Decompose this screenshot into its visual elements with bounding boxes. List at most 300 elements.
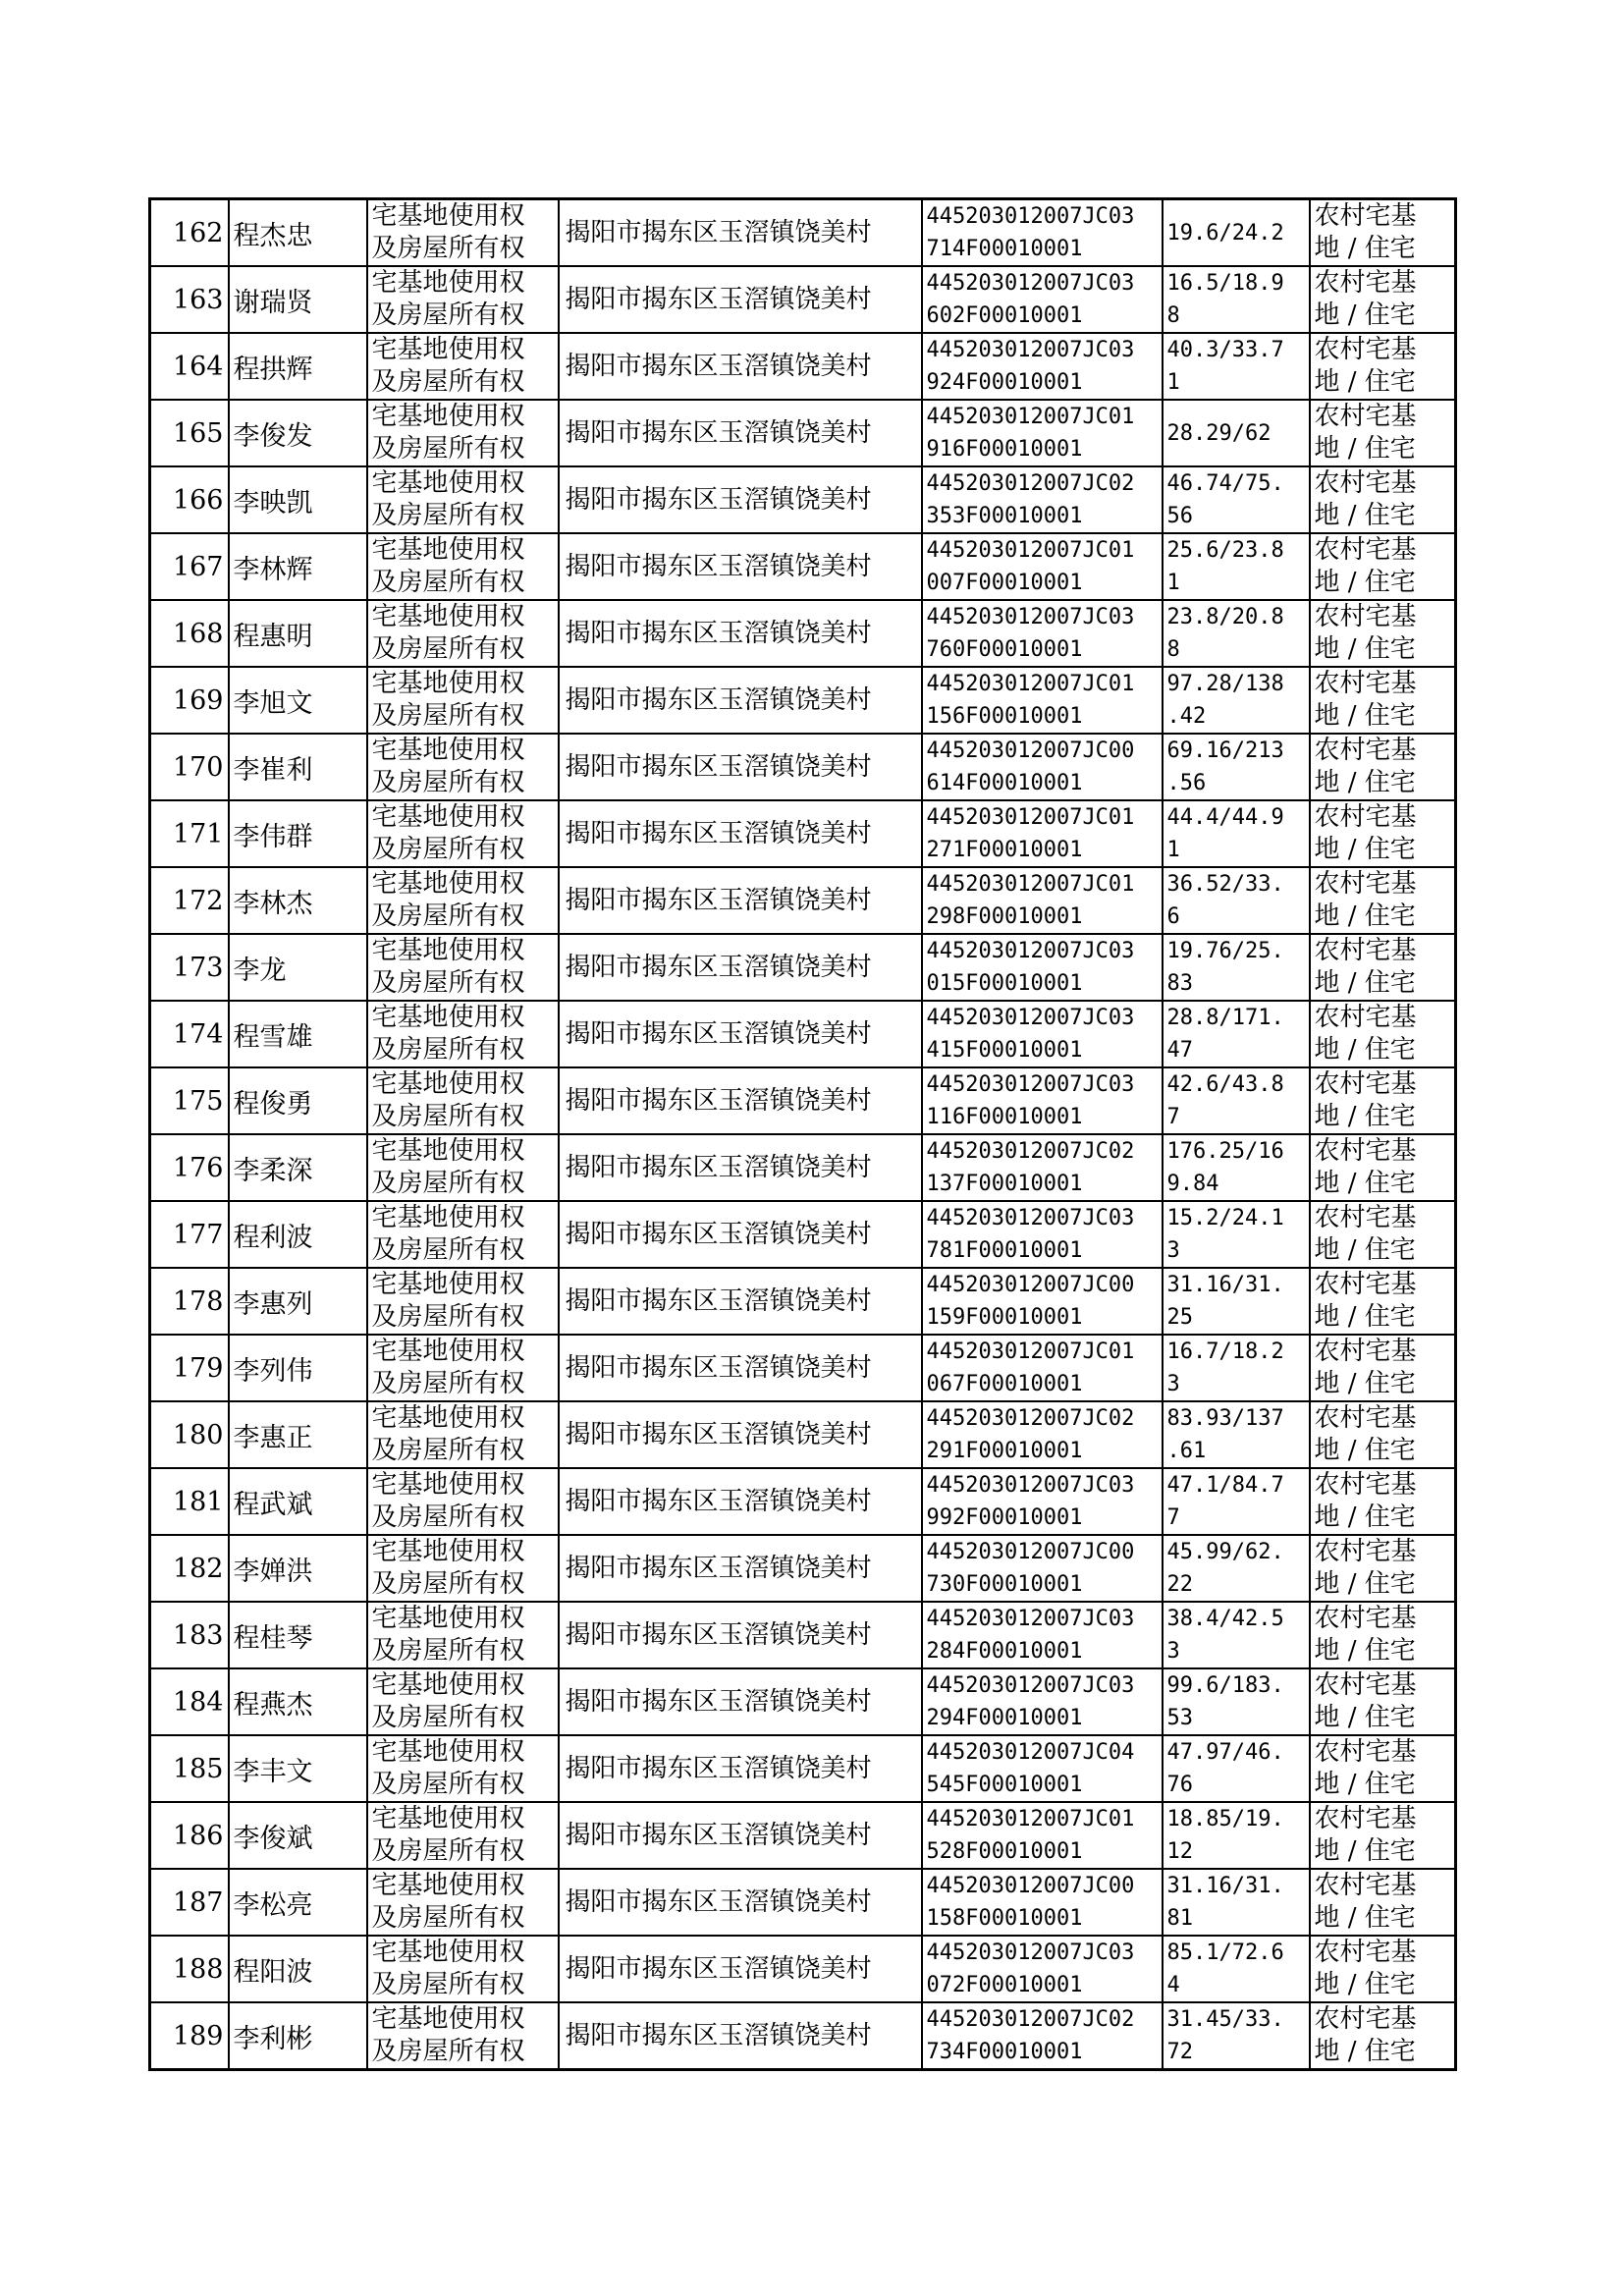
right-type-cell-line: 及房屋所有权 xyxy=(371,568,525,597)
location-cell: 揭阳市揭东区玉滘镇饶美村 xyxy=(559,1735,922,1802)
location-cell: 揭阳市揭东区玉滘镇饶美村 xyxy=(559,466,922,533)
area-cell-line: 83.93/137 xyxy=(1166,1406,1284,1431)
land-use-cell xyxy=(1310,667,1456,734)
unit-code-cell-line: 924F00010001 xyxy=(926,370,1083,395)
land-use-cell xyxy=(1310,400,1456,466)
right-type-cell-line: 及房屋所有权 xyxy=(371,434,525,464)
right-type-cell xyxy=(367,1869,559,1936)
unit-code-cell-line: 916F00010001 xyxy=(926,437,1083,462)
right-type-cell xyxy=(367,734,559,800)
right-type-cell xyxy=(367,1535,559,1602)
row-number-cell: 163 xyxy=(150,266,229,333)
unit-code-cell xyxy=(922,1936,1163,2002)
unit-code-cell-line: 445203012007JC02 xyxy=(926,2007,1135,2032)
area-cell-line: 18.85/19. xyxy=(1166,1807,1284,1831)
right-type-cell-line: 及房屋所有权 xyxy=(371,968,525,998)
area-cell xyxy=(1163,1936,1310,2002)
row-number-cell: 189 xyxy=(150,2002,229,2070)
land-use-cell-line: 地 / 住宅 xyxy=(1314,1436,1416,1465)
area-cell-line: 1 xyxy=(1166,838,1180,862)
row-number-cell: 180 xyxy=(150,1401,229,1468)
area-cell xyxy=(1163,1802,1310,1869)
land-use-cell-line: 地 / 住宅 xyxy=(1314,701,1416,731)
location-cell: 揭阳市揭东区玉滘镇饶美村 xyxy=(559,1468,922,1535)
unit-code-cell-line: 159F00010001 xyxy=(926,1305,1083,1330)
table-row xyxy=(150,1936,1456,2002)
row-number-cell: 169 xyxy=(150,667,229,734)
right-type-cell xyxy=(367,1668,559,1735)
unit-code-cell-line: 614F00010001 xyxy=(926,771,1083,795)
land-use-cell xyxy=(1310,867,1456,934)
row-number-cell: 171 xyxy=(150,800,229,867)
holder-name-cell: 程杰忠 xyxy=(229,199,367,267)
area-cell-line: 28.29/62 xyxy=(1166,420,1272,446)
unit-code-cell-line: 156F00010001 xyxy=(926,704,1083,729)
row-number-cell: 170 xyxy=(150,734,229,800)
unit-code-cell-line: 445203012007JC02 xyxy=(926,1139,1135,1164)
unit-code-cell-line: 445203012007JC01 xyxy=(926,872,1135,897)
area-cell-line: .42 xyxy=(1166,704,1207,729)
table-row xyxy=(150,1468,1456,1535)
right-type-cell-line: 宅基地使用权 xyxy=(371,736,525,765)
unit-code-cell xyxy=(922,199,1163,267)
land-use-cell-line: 地 / 住宅 xyxy=(1314,301,1416,330)
land-use-cell xyxy=(1310,199,1456,267)
area-cell-line: 3 xyxy=(1166,1238,1180,1263)
area-cell-line: 9.84 xyxy=(1166,1172,1219,1196)
table-row xyxy=(150,1869,1456,1936)
area-cell-line: 19.76/25. xyxy=(1166,939,1284,963)
right-type-cell-line: 及房屋所有权 xyxy=(371,768,525,797)
area-cell xyxy=(1163,400,1310,466)
area-cell xyxy=(1163,1735,1310,1802)
area-cell-line: 47 xyxy=(1166,1038,1193,1063)
land-use-cell-line: 农村宅基 xyxy=(1314,1604,1417,1633)
right-type-cell xyxy=(367,2002,559,2070)
right-type-cell-line: 及房屋所有权 xyxy=(371,234,525,263)
land-use-cell-line: 地 / 住宅 xyxy=(1314,634,1416,664)
location-cell: 揭阳市揭东区玉滘镇饶美村 xyxy=(559,867,922,934)
unit-code-cell-line: 445203012007JC02 xyxy=(926,1406,1135,1431)
unit-code-cell-line: 445203012007JC00 xyxy=(926,1273,1135,1297)
holder-name-cell: 谢瑞贤 xyxy=(229,266,367,333)
land-use-cell-line: 地 / 住宅 xyxy=(1314,1770,1416,1799)
land-use-cell xyxy=(1310,1468,1456,1535)
right-type-cell-line: 宅基地使用权 xyxy=(371,1003,525,1032)
right-type-cell xyxy=(367,1936,559,2002)
holder-name-cell: 李崔利 xyxy=(229,734,367,800)
area-cell xyxy=(1163,1268,1310,1335)
right-type-cell xyxy=(367,934,559,1001)
right-type-cell-line: 及房屋所有权 xyxy=(371,634,525,664)
unit-code-cell xyxy=(922,1802,1163,1869)
table-row xyxy=(150,667,1456,734)
location-cell: 揭阳市揭东区玉滘镇饶美村 xyxy=(559,400,922,466)
area-cell xyxy=(1163,266,1310,333)
unit-code-cell-line: 445203012007JC00 xyxy=(926,738,1135,763)
land-use-cell-line: 农村宅基 xyxy=(1314,1737,1417,1767)
land-use-cell-line: 农村宅基 xyxy=(1314,1670,1417,1700)
right-type-cell-line: 及房屋所有权 xyxy=(371,1903,525,1933)
table-row xyxy=(150,333,1456,400)
right-type-cell-line: 及房屋所有权 xyxy=(371,1970,525,1999)
location-cell: 揭阳市揭东区玉滘镇饶美村 xyxy=(559,934,922,1001)
area-cell-line: 25.6/23.8 xyxy=(1166,538,1284,563)
unit-code-cell-line: 760F00010001 xyxy=(926,637,1083,662)
land-use-cell xyxy=(1310,1134,1456,1201)
land-use-cell-line: 农村宅基 xyxy=(1314,602,1417,631)
unit-code-cell xyxy=(922,934,1163,1001)
right-type-cell xyxy=(367,266,559,333)
area-cell xyxy=(1163,1335,1310,1401)
unit-code-cell xyxy=(922,800,1163,867)
right-type-cell-line: 及房屋所有权 xyxy=(371,367,525,397)
location-cell: 揭阳市揭东区玉滘镇饶美村 xyxy=(559,1001,922,1067)
area-cell-line: .56 xyxy=(1166,771,1207,795)
right-type-cell xyxy=(367,1468,559,1535)
unit-code-cell xyxy=(922,734,1163,800)
right-type-cell-line: 及房屋所有权 xyxy=(371,1836,525,1866)
row-number-cell: 186 xyxy=(150,1802,229,1869)
unit-code-cell xyxy=(922,1535,1163,1602)
land-use-cell-line: 地 / 住宅 xyxy=(1314,1035,1416,1065)
right-type-cell-line: 宅基地使用权 xyxy=(371,1871,525,1900)
right-type-cell-line: 及房屋所有权 xyxy=(371,701,525,731)
area-cell-line: 56 xyxy=(1166,504,1193,528)
land-use-cell xyxy=(1310,466,1456,533)
land-use-cell-line: 地 / 住宅 xyxy=(1314,2037,1416,2066)
land-use-cell-line: 农村宅基 xyxy=(1314,335,1417,364)
location-cell: 揭阳市揭东区玉滘镇饶美村 xyxy=(559,1869,922,1936)
land-use-cell-line: 地 / 住宅 xyxy=(1314,1903,1416,1933)
land-use-cell xyxy=(1310,1401,1456,1468)
location-cell: 揭阳市揭东区玉滘镇饶美村 xyxy=(559,333,922,400)
right-type-cell-line: 宅基地使用权 xyxy=(371,535,525,565)
right-type-cell-line: 宅基地使用权 xyxy=(371,1737,525,1767)
area-cell-line: 176.25/16 xyxy=(1166,1139,1284,1164)
area-cell xyxy=(1163,2002,1310,2070)
land-use-cell-line: 地 / 住宅 xyxy=(1314,1169,1416,1198)
area-cell-line: 97.28/138 xyxy=(1166,672,1284,696)
right-type-cell xyxy=(367,600,559,667)
unit-code-cell xyxy=(922,1602,1163,1668)
land-use-cell-line: 地 / 住宅 xyxy=(1314,1569,1416,1599)
land-use-cell-line: 地 / 住宅 xyxy=(1314,234,1416,263)
land-use-cell-line: 地 / 住宅 xyxy=(1314,1970,1416,1999)
area-cell-line: 28.8/171. xyxy=(1166,1006,1284,1030)
row-number-cell: 188 xyxy=(150,1936,229,2002)
area-cell-line: 1 xyxy=(1166,370,1180,395)
land-use-cell-line: 农村宅基 xyxy=(1314,1537,1417,1566)
table-row xyxy=(150,1201,1456,1268)
unit-code-cell-line: 415F00010001 xyxy=(926,1038,1083,1063)
land-use-cell-line: 农村宅基 xyxy=(1314,1337,1417,1366)
location-cell: 揭阳市揭东区玉滘镇饶美村 xyxy=(559,667,922,734)
unit-code-cell-line: 445203012007JC01 xyxy=(926,405,1135,429)
row-number-cell: 185 xyxy=(150,1735,229,1802)
right-type-cell xyxy=(367,199,559,267)
unit-code-cell xyxy=(922,1201,1163,1268)
area-cell-line: 25 xyxy=(1166,1305,1193,1330)
right-type-cell xyxy=(367,1134,559,1201)
unit-code-cell xyxy=(922,667,1163,734)
holder-name-cell: 程桂琴 xyxy=(229,1602,367,1668)
land-use-cell xyxy=(1310,1201,1456,1268)
area-cell-line: 8 xyxy=(1166,303,1180,328)
table-body xyxy=(150,199,1456,2070)
area-cell-line: 15.2/24.1 xyxy=(1166,1206,1284,1230)
holder-name-cell: 李丰文 xyxy=(229,1735,367,1802)
right-type-cell-line: 及房屋所有权 xyxy=(371,1569,525,1599)
land-use-cell-line: 农村宅基 xyxy=(1314,201,1417,231)
land-use-cell-line: 农村宅基 xyxy=(1314,1871,1417,1900)
right-type-cell-line: 宅基地使用权 xyxy=(371,669,525,698)
land-use-cell-line: 地 / 住宅 xyxy=(1314,1369,1416,1398)
land-use-cell-line: 地 / 住宅 xyxy=(1314,1703,1416,1732)
area-cell-line: 47.1/84.7 xyxy=(1166,1473,1284,1498)
location-cell: 揭阳市揭东区玉滘镇饶美村 xyxy=(559,1401,922,1468)
area-cell xyxy=(1163,466,1310,533)
area-cell xyxy=(1163,1067,1310,1134)
table-row xyxy=(150,466,1456,533)
area-cell-line: 3 xyxy=(1166,1639,1180,1664)
table-row xyxy=(150,734,1456,800)
land-use-cell-line: 地 / 住宅 xyxy=(1314,568,1416,597)
land-use-cell-line: 地 / 住宅 xyxy=(1314,1636,1416,1666)
land-use-cell-line: 地 / 住宅 xyxy=(1314,835,1416,864)
holder-name-cell: 李俊斌 xyxy=(229,1802,367,1869)
right-type-cell xyxy=(367,1602,559,1668)
right-type-cell-line: 及房屋所有权 xyxy=(371,1035,525,1065)
land-use-cell-line: 地 / 住宅 xyxy=(1314,434,1416,464)
unit-code-cell-line: 730F00010001 xyxy=(926,1572,1083,1597)
row-number-cell: 175 xyxy=(150,1067,229,1134)
table-row xyxy=(150,533,1456,600)
right-type-cell xyxy=(367,1201,559,1268)
unit-code-cell xyxy=(922,266,1163,333)
unit-code-cell xyxy=(922,1869,1163,1936)
unit-code-cell-line: 445203012007JC03 xyxy=(926,1006,1135,1030)
right-type-cell-line: 宅基地使用权 xyxy=(371,201,525,231)
right-type-cell xyxy=(367,1335,559,1401)
table-row xyxy=(150,1001,1456,1067)
unit-code-cell-line: 602F00010001 xyxy=(926,303,1083,328)
land-use-cell-line: 农村宅基 xyxy=(1314,535,1417,565)
right-type-cell-line: 宅基地使用权 xyxy=(371,1604,525,1633)
unit-code-cell-line: 545F00010001 xyxy=(926,1773,1083,1797)
location-cell: 揭阳市揭东区玉滘镇饶美村 xyxy=(559,1201,922,1268)
right-type-cell-line: 宅基地使用权 xyxy=(371,1403,525,1433)
right-type-cell-line: 宅基地使用权 xyxy=(371,1203,525,1232)
land-use-cell-line: 农村宅基 xyxy=(1314,936,1417,965)
right-type-cell xyxy=(367,1268,559,1335)
right-type-cell xyxy=(367,1067,559,1134)
unit-code-cell-line: 445203012007JC02 xyxy=(926,471,1135,496)
right-type-cell xyxy=(367,800,559,867)
land-use-cell-line: 农村宅基 xyxy=(1314,1804,1417,1833)
area-cell xyxy=(1163,1134,1310,1201)
table-row xyxy=(150,1134,1456,1201)
unit-code-cell-line: 067F00010001 xyxy=(926,1372,1083,1396)
unit-code-cell xyxy=(922,1067,1163,1134)
right-type-cell-line: 宅基地使用权 xyxy=(371,468,525,498)
unit-code-cell-line: 734F00010001 xyxy=(926,2040,1083,2064)
right-type-cell-line: 及房屋所有权 xyxy=(371,835,525,864)
location-cell: 揭阳市揭东区玉滘镇饶美村 xyxy=(559,1535,922,1602)
right-type-cell-line: 及房屋所有权 xyxy=(371,1369,525,1398)
area-cell xyxy=(1163,1468,1310,1535)
table-row xyxy=(150,199,1456,267)
unit-code-cell-line: 158F00010001 xyxy=(926,1906,1083,1931)
row-number-cell: 182 xyxy=(150,1535,229,1602)
right-type-cell xyxy=(367,533,559,600)
unit-code-cell xyxy=(922,1668,1163,1735)
unit-code-cell xyxy=(922,1134,1163,1201)
right-type-cell-line: 宅基地使用权 xyxy=(371,402,525,431)
right-type-cell-line: 及房屋所有权 xyxy=(371,301,525,330)
area-cell xyxy=(1163,1602,1310,1668)
land-use-cell-line: 农村宅基 xyxy=(1314,1403,1417,1433)
holder-name-cell: 程武斌 xyxy=(229,1468,367,1535)
unit-code-cell xyxy=(922,400,1163,466)
holder-name-cell: 李松亮 xyxy=(229,1869,367,1936)
unit-code-cell-line: 445203012007JC01 xyxy=(926,538,1135,563)
land-use-cell-line: 农村宅基 xyxy=(1314,468,1417,498)
right-type-cell-line: 及房屋所有权 xyxy=(371,2037,525,2066)
area-cell xyxy=(1163,533,1310,600)
land-use-cell xyxy=(1310,266,1456,333)
row-number-cell: 178 xyxy=(150,1268,229,1335)
holder-name-cell: 李旭文 xyxy=(229,667,367,734)
land-use-cell xyxy=(1310,2002,1456,2070)
holder-name-cell: 李列伟 xyxy=(229,1335,367,1401)
land-use-cell xyxy=(1310,1735,1456,1802)
area-cell-line: 8 xyxy=(1166,637,1180,662)
land-use-cell-line: 农村宅基 xyxy=(1314,869,1417,899)
table-row xyxy=(150,1602,1456,1668)
area-cell xyxy=(1163,199,1310,267)
table-row xyxy=(150,1668,1456,1735)
land-use-cell-line: 地 / 住宅 xyxy=(1314,1235,1416,1265)
area-cell-line: 46.74/75. xyxy=(1166,471,1284,496)
unit-code-cell-line: 714F00010001 xyxy=(926,237,1083,261)
land-use-cell xyxy=(1310,934,1456,1001)
area-cell-line: 12 xyxy=(1166,1839,1193,1864)
table-row xyxy=(150,600,1456,667)
table-row xyxy=(150,1335,1456,1401)
area-cell-line: 16.7/18.2 xyxy=(1166,1339,1284,1364)
row-number-cell: 166 xyxy=(150,466,229,533)
area-cell-line: 22 xyxy=(1166,1572,1193,1597)
unit-code-cell-line: 294F00010001 xyxy=(926,1706,1083,1730)
area-cell xyxy=(1163,934,1310,1001)
location-cell: 揭阳市揭东区玉滘镇饶美村 xyxy=(559,1802,922,1869)
unit-code-cell-line: 445203012007JC04 xyxy=(926,1740,1135,1765)
area-cell-line: 53 xyxy=(1166,1706,1193,1730)
row-number-cell: 177 xyxy=(150,1201,229,1268)
area-cell xyxy=(1163,867,1310,934)
unit-code-cell-line: 072F00010001 xyxy=(926,1973,1083,1997)
land-use-cell-line: 地 / 住宅 xyxy=(1314,367,1416,397)
right-type-cell-line: 宅基地使用权 xyxy=(371,1470,525,1500)
location-cell: 揭阳市揭东区玉滘镇饶美村 xyxy=(559,600,922,667)
unit-code-cell-line: 445203012007JC00 xyxy=(926,1540,1135,1564)
unit-code-cell-line: 291F00010001 xyxy=(926,1439,1083,1463)
table-row xyxy=(150,800,1456,867)
unit-code-cell-line: 445203012007JC00 xyxy=(926,1874,1135,1898)
table-row xyxy=(150,1735,1456,1802)
area-cell-line: 31.16/31. xyxy=(1166,1874,1284,1898)
unit-code-cell-line: 445203012007JC03 xyxy=(926,1940,1135,1965)
row-number-cell: 167 xyxy=(150,533,229,600)
row-number-cell: 183 xyxy=(150,1602,229,1668)
unit-code-cell-line: 528F00010001 xyxy=(926,1839,1083,1864)
holder-name-cell: 李惠列 xyxy=(229,1268,367,1335)
location-cell: 揭阳市揭东区玉滘镇饶美村 xyxy=(559,800,922,867)
table-row xyxy=(150,1802,1456,1869)
holder-name-cell: 李林辉 xyxy=(229,533,367,600)
unit-code-cell xyxy=(922,1001,1163,1067)
right-type-cell xyxy=(367,466,559,533)
right-type-cell xyxy=(367,1802,559,1869)
area-cell-line: 72 xyxy=(1166,2040,1193,2064)
land-use-cell-line: 地 / 住宅 xyxy=(1314,968,1416,998)
unit-code-cell-line: 445203012007JC03 xyxy=(926,1607,1135,1631)
unit-code-cell-line: 007F00010001 xyxy=(926,571,1083,595)
area-cell xyxy=(1163,1201,1310,1268)
holder-name-cell: 李龙 xyxy=(229,934,367,1001)
unit-code-cell-line: 353F00010001 xyxy=(926,504,1083,528)
area-cell xyxy=(1163,667,1310,734)
unit-code-cell xyxy=(922,333,1163,400)
unit-code-cell xyxy=(922,1468,1163,1535)
land-use-cell xyxy=(1310,1602,1456,1668)
area-cell-line: 3 xyxy=(1166,1372,1180,1396)
right-type-cell-line: 及房屋所有权 xyxy=(371,501,525,530)
land-use-cell-line: 农村宅基 xyxy=(1314,268,1417,298)
area-cell-line: 31.45/33. xyxy=(1166,2007,1284,2032)
land-use-cell-line: 地 / 住宅 xyxy=(1314,1302,1416,1332)
land-use-cell xyxy=(1310,734,1456,800)
area-cell xyxy=(1163,1001,1310,1067)
unit-code-cell-line: 445203012007JC03 xyxy=(926,271,1135,296)
land-use-cell-line: 农村宅基 xyxy=(1314,1270,1417,1299)
right-type-cell-line: 及房屋所有权 xyxy=(371,1235,525,1265)
unit-code-cell-line: 137F00010001 xyxy=(926,1172,1083,1196)
holder-name-cell: 程燕杰 xyxy=(229,1668,367,1735)
right-type-cell-line: 宅基地使用权 xyxy=(371,802,525,832)
right-type-cell-line: 宅基地使用权 xyxy=(371,936,525,965)
land-use-cell-line: 农村宅基 xyxy=(1314,1470,1417,1500)
unit-code-cell xyxy=(922,1401,1163,1468)
unit-code-cell-line: 781F00010001 xyxy=(926,1238,1083,1263)
area-cell-line: 40.3/33.7 xyxy=(1166,338,1284,362)
unit-code-cell xyxy=(922,1268,1163,1335)
holder-name-cell: 李映凯 xyxy=(229,466,367,533)
land-use-cell-line: 地 / 住宅 xyxy=(1314,501,1416,530)
right-type-cell-line: 宅基地使用权 xyxy=(371,335,525,364)
right-type-cell-line: 及房屋所有权 xyxy=(371,1102,525,1131)
area-cell-line: 36.52/33. xyxy=(1166,872,1284,897)
unit-code-cell-line: 445203012007JC03 xyxy=(926,204,1135,229)
holder-name-cell: 李利彬 xyxy=(229,2002,367,2070)
location-cell: 揭阳市揭东区玉滘镇饶美村 xyxy=(559,199,922,267)
unit-code-cell-line: 992F00010001 xyxy=(926,1505,1083,1530)
area-cell-line: 23.8/20.8 xyxy=(1166,605,1284,629)
area-cell-line: 47.97/46. xyxy=(1166,1740,1284,1765)
right-type-cell-line: 宅基地使用权 xyxy=(371,602,525,631)
unit-code-cell xyxy=(922,600,1163,667)
